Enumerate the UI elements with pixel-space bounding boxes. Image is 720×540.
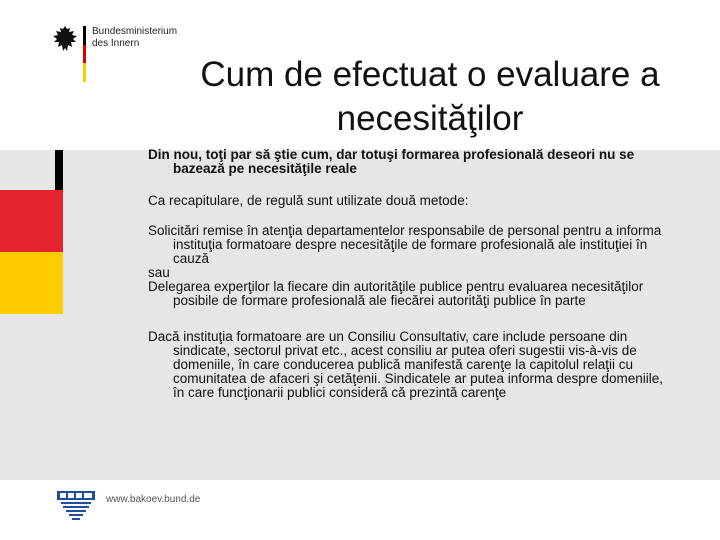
page-title: Cum de efectuat o evaluare a necesităţilor <box>200 55 660 139</box>
accent-bar-gold <box>0 252 63 314</box>
intro-paragraph: Din nou, toţi par să ştie cum, dar totuşi formarea profesională deseori nu se bazează pe necesităţile reale <box>148 147 635 176</box>
bakoev-logo-icon <box>55 489 97 521</box>
advisory-paragraph: Dacă instituţia formatoare are un Consiliu Consultativ, care include persoane din sindicate, sectorul privat etc., acest consiliu ar putea oferi sugestii vis-à-vis de domeniile, în care conducerea publică manifestă carenţe la capitolul relaţii cu comunitatea de afaceri şi cetăţenii. Sindicatele ar putea informa despre domeniile, în care funcţionarii publici consideră că prezintă carenţe <box>148 329 664 400</box>
accent-bar-red <box>0 190 63 252</box>
or-separator: sau <box>148 265 170 280</box>
ministry-name: Bundesministerium des Innern <box>92 26 178 49</box>
flag-strip <box>83 26 86 82</box>
federal-eagle-icon <box>52 24 78 54</box>
recap-paragraph: Ca recapitulare, de regulă sunt utilizate două metode: <box>148 193 469 208</box>
method-one-paragraph: Solicitări remise în atenţia departamentelor responsabile de personal pentru a informa instituţia formatoare despre necesităţile de formare profesională ale instituţiei în cauză <box>148 223 662 266</box>
method-two-paragraph: Delegarea experţilor la fiecare din autorităţile publice pentru evaluarea necesităţilor posibile de formare profesională ale fiecărei autorităţi publice în parte <box>148 279 644 308</box>
slide-content <box>148 148 678 400</box>
footer-url[interactable]: www.bakoev.bund.de <box>106 494 201 505</box>
